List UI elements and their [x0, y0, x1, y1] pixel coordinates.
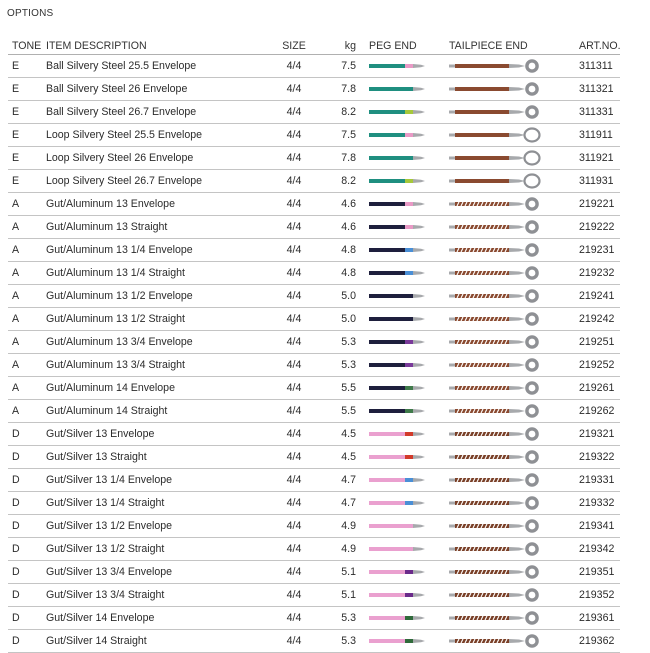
- ball-end-icon: [449, 402, 541, 420]
- header-tone: TONE: [8, 37, 46, 55]
- cell-art-no: 219251: [579, 331, 620, 354]
- cell-tailpiece-end: [443, 285, 579, 308]
- cell-tone: A: [8, 400, 46, 423]
- cell-size: 4/4: [268, 469, 320, 492]
- cell-kg: 8.2: [320, 101, 359, 124]
- cell-peg-end: [359, 446, 443, 469]
- table-row: [8, 216, 620, 239]
- ball-end-icon: [449, 218, 541, 236]
- peg-end-string-icon: [369, 176, 425, 186]
- cell-item-description: Gut/Silver 13 1/4 Straight: [46, 492, 268, 515]
- cell-tailpiece-end: [443, 561, 579, 584]
- cell-item-description: Ball Silvery Steel 25.5 Envelope: [46, 55, 268, 78]
- cell-kg: 5.3: [320, 331, 359, 354]
- ball-end-icon: [449, 80, 541, 98]
- cell-kg: 7.8: [320, 78, 359, 101]
- cell-tone: D: [8, 630, 46, 653]
- cell-peg-end: [359, 147, 443, 170]
- cell-peg-end: [359, 423, 443, 446]
- cell-tone: D: [8, 492, 46, 515]
- cell-tailpiece-end: [443, 607, 579, 630]
- header-art-no: ART.NO.: [579, 37, 620, 55]
- cell-size: 4/4: [268, 446, 320, 469]
- cell-art-no: 219332: [579, 492, 620, 515]
- ball-end-icon: [449, 264, 541, 282]
- ball-end-icon: [449, 310, 541, 328]
- cell-tailpiece-end: [443, 354, 579, 377]
- cell-art-no: 311911: [579, 124, 620, 147]
- cell-art-no: 219241: [579, 285, 620, 308]
- cell-size: 4/4: [268, 423, 320, 446]
- cell-tone: A: [8, 377, 46, 400]
- cell-size: 4/4: [268, 354, 320, 377]
- table-row: [8, 285, 620, 308]
- cell-peg-end: [359, 377, 443, 400]
- cell-size: 4/4: [268, 607, 320, 630]
- cell-peg-end: [359, 538, 443, 561]
- cell-item-description: Gut/Silver 13 3/4 Envelope: [46, 561, 268, 584]
- ball-end-icon: [449, 379, 541, 397]
- ball-end-icon: [449, 425, 541, 443]
- cell-tone: A: [8, 262, 46, 285]
- peg-end-string-icon: [369, 84, 425, 94]
- cell-tone: D: [8, 469, 46, 492]
- cell-kg: 8.2: [320, 170, 359, 193]
- cell-art-no: 219231: [579, 239, 620, 262]
- ball-end-icon: [449, 103, 541, 121]
- cell-kg: 4.6: [320, 193, 359, 216]
- cell-item-description: Gut/Silver 13 1/2 Straight: [46, 538, 268, 561]
- cell-tailpiece-end: [443, 331, 579, 354]
- header-peg-end: PEG END: [359, 37, 443, 55]
- cell-tailpiece-end: [443, 308, 579, 331]
- table-row: [8, 469, 620, 492]
- cell-peg-end: [359, 193, 443, 216]
- cell-tailpiece-end: [443, 584, 579, 607]
- ball-end-icon: [449, 356, 541, 374]
- cell-kg: 4.9: [320, 515, 359, 538]
- cell-kg: 5.3: [320, 607, 359, 630]
- table-row: [8, 377, 620, 400]
- cell-kg: 5.0: [320, 308, 359, 331]
- cell-item-description: Gut/Aluminum 14 Envelope: [46, 377, 268, 400]
- cell-kg: 4.8: [320, 262, 359, 285]
- ball-end-icon: [449, 540, 541, 558]
- cell-tailpiece-end: [443, 630, 579, 653]
- ball-end-icon: [449, 563, 541, 581]
- table-row: [8, 262, 620, 285]
- cell-art-no: 219261: [579, 377, 620, 400]
- loop-end-icon: [449, 149, 541, 167]
- cell-tone: E: [8, 78, 46, 101]
- cell-peg-end: [359, 262, 443, 285]
- cell-kg: 4.7: [320, 469, 359, 492]
- cell-tone: A: [8, 285, 46, 308]
- peg-end-string-icon: [369, 337, 425, 347]
- cell-art-no: 219362: [579, 630, 620, 653]
- cell-tone: A: [8, 354, 46, 377]
- cell-size: 4/4: [268, 170, 320, 193]
- cell-item-description: Gut/Silver 14 Straight: [46, 630, 268, 653]
- cell-tailpiece-end: [443, 147, 579, 170]
- cell-tailpiece-end: [443, 377, 579, 400]
- cell-size: 4/4: [268, 124, 320, 147]
- cell-size: 4/4: [268, 308, 320, 331]
- cell-tailpiece-end: [443, 124, 579, 147]
- cell-item-description: Ball Silvery Steel 26 Envelope: [46, 78, 268, 101]
- cell-item-description: Ball Silvery Steel 26.7 Envelope: [46, 101, 268, 124]
- section-title: OPTIONS: [7, 8, 54, 19]
- peg-end-string-icon: [369, 406, 425, 416]
- cell-item-description: Loop Silvery Steel 26 Envelope: [46, 147, 268, 170]
- peg-end-string-icon: [369, 544, 425, 554]
- table-row: [8, 170, 620, 193]
- cell-tone: D: [8, 561, 46, 584]
- cell-item-description: Gut/Aluminum 13 3/4 Envelope: [46, 331, 268, 354]
- cell-item-description: Gut/Silver 13 Straight: [46, 446, 268, 469]
- cell-art-no: 219351: [579, 561, 620, 584]
- cell-tailpiece-end: [443, 515, 579, 538]
- peg-end-string-icon: [369, 590, 425, 600]
- cell-tailpiece-end: [443, 262, 579, 285]
- cell-size: 4/4: [268, 331, 320, 354]
- peg-end-string-icon: [369, 498, 425, 508]
- peg-end-string-icon: [369, 291, 425, 301]
- cell-peg-end: [359, 308, 443, 331]
- header-kg: kg: [320, 37, 359, 55]
- cell-tailpiece-end: [443, 55, 579, 78]
- peg-end-string-icon: [369, 268, 425, 278]
- cell-tailpiece-end: [443, 170, 579, 193]
- cell-peg-end: [359, 607, 443, 630]
- cell-size: 4/4: [268, 584, 320, 607]
- peg-end-string-icon: [369, 383, 425, 393]
- cell-tailpiece-end: [443, 193, 579, 216]
- cell-art-no: 219252: [579, 354, 620, 377]
- table-row: [8, 607, 620, 630]
- ball-end-icon: [449, 632, 541, 650]
- cell-item-description: Loop Silvery Steel 25.5 Envelope: [46, 124, 268, 147]
- cell-item-description: Gut/Aluminum 13 1/2 Envelope: [46, 285, 268, 308]
- cell-tone: D: [8, 607, 46, 630]
- header-tailpiece-end: TAILPIECE END: [443, 37, 579, 55]
- peg-end-string-icon: [369, 314, 425, 324]
- cell-peg-end: [359, 285, 443, 308]
- cell-kg: 5.0: [320, 285, 359, 308]
- cell-tone: D: [8, 423, 46, 446]
- cell-art-no: 219352: [579, 584, 620, 607]
- peg-end-string-icon: [369, 199, 425, 209]
- table-row: [8, 331, 620, 354]
- cell-peg-end: [359, 515, 443, 538]
- cell-size: 4/4: [268, 538, 320, 561]
- cell-size: 4/4: [268, 101, 320, 124]
- cell-peg-end: [359, 239, 443, 262]
- cell-tailpiece-end: [443, 216, 579, 239]
- cell-tone: D: [8, 446, 46, 469]
- cell-peg-end: [359, 400, 443, 423]
- cell-art-no: 219321: [579, 423, 620, 446]
- cell-art-no: 219221: [579, 193, 620, 216]
- peg-end-string-icon: [369, 61, 425, 71]
- cell-item-description: Gut/Aluminum 13 1/2 Straight: [46, 308, 268, 331]
- cell-size: 4/4: [268, 630, 320, 653]
- cell-art-no: 219222: [579, 216, 620, 239]
- cell-size: 4/4: [268, 216, 320, 239]
- cell-tailpiece-end: [443, 423, 579, 446]
- cell-size: 4/4: [268, 561, 320, 584]
- cell-size: 4/4: [268, 147, 320, 170]
- cell-kg: 7.5: [320, 124, 359, 147]
- cell-tailpiece-end: [443, 538, 579, 561]
- cell-size: 4/4: [268, 515, 320, 538]
- cell-tone: D: [8, 515, 46, 538]
- peg-end-string-icon: [369, 360, 425, 370]
- header-size: SIZE: [268, 37, 320, 55]
- cell-item-description: Loop Silvery Steel 26.7 Envelope: [46, 170, 268, 193]
- cell-tailpiece-end: [443, 239, 579, 262]
- cell-size: 4/4: [268, 492, 320, 515]
- cell-kg: 5.3: [320, 630, 359, 653]
- peg-end-string-icon: [369, 567, 425, 577]
- cell-item-description: Gut/Aluminum 13 1/4 Straight: [46, 262, 268, 285]
- cell-tone: E: [8, 55, 46, 78]
- peg-end-string-icon: [369, 429, 425, 439]
- ball-end-icon: [449, 57, 541, 75]
- cell-kg: 7.8: [320, 147, 359, 170]
- cell-tone: E: [8, 170, 46, 193]
- peg-end-string-icon: [369, 475, 425, 485]
- cell-tailpiece-end: [443, 469, 579, 492]
- cell-size: 4/4: [268, 239, 320, 262]
- peg-end-string-icon: [369, 153, 425, 163]
- cell-kg: 4.5: [320, 423, 359, 446]
- cell-peg-end: [359, 170, 443, 193]
- table-row: [8, 55, 620, 78]
- table-row: [8, 561, 620, 584]
- cell-tailpiece-end: [443, 400, 579, 423]
- cell-size: 4/4: [268, 55, 320, 78]
- ball-end-icon: [449, 471, 541, 489]
- table-body: [8, 55, 620, 653]
- cell-peg-end: [359, 561, 443, 584]
- cell-tone: E: [8, 101, 46, 124]
- cell-peg-end: [359, 124, 443, 147]
- loop-end-icon: [449, 172, 541, 190]
- table-header-row: [8, 37, 620, 55]
- cell-tone: A: [8, 239, 46, 262]
- peg-end-string-icon: [369, 521, 425, 531]
- cell-peg-end: [359, 630, 443, 653]
- ball-end-icon: [449, 241, 541, 259]
- cell-art-no: 219242: [579, 308, 620, 331]
- peg-end-string-icon: [369, 636, 425, 646]
- table-row: [8, 446, 620, 469]
- ball-end-icon: [449, 494, 541, 512]
- peg-end-string-icon: [369, 452, 425, 462]
- cell-tone: A: [8, 193, 46, 216]
- cell-item-description: Gut/Silver 13 1/4 Envelope: [46, 469, 268, 492]
- cell-item-description: Gut/Aluminum 13 Envelope: [46, 193, 268, 216]
- table-row: [8, 124, 620, 147]
- cell-art-no: 219331: [579, 469, 620, 492]
- cell-art-no: 219361: [579, 607, 620, 630]
- ball-end-icon: [449, 287, 541, 305]
- cell-peg-end: [359, 78, 443, 101]
- table-row: [8, 492, 620, 515]
- cell-art-no: 219342: [579, 538, 620, 561]
- table-row: [8, 239, 620, 262]
- cell-item-description: Gut/Silver 13 Envelope: [46, 423, 268, 446]
- cell-kg: 5.1: [320, 584, 359, 607]
- loop-end-icon: [449, 126, 541, 144]
- cell-item-description: Gut/Aluminum 13 3/4 Straight: [46, 354, 268, 377]
- cell-tailpiece-end: [443, 446, 579, 469]
- ball-end-icon: [449, 448, 541, 466]
- table-row: [8, 308, 620, 331]
- peg-end-string-icon: [369, 245, 425, 255]
- cell-kg: 4.7: [320, 492, 359, 515]
- table-row: [8, 101, 620, 124]
- ball-end-icon: [449, 333, 541, 351]
- cell-peg-end: [359, 331, 443, 354]
- cell-item-description: Gut/Aluminum 13 1/4 Envelope: [46, 239, 268, 262]
- cell-item-description: Gut/Silver 13 3/4 Straight: [46, 584, 268, 607]
- cell-item-description: Gut/Aluminum 14 Straight: [46, 400, 268, 423]
- cell-size: 4/4: [268, 193, 320, 216]
- cell-art-no: 219232: [579, 262, 620, 285]
- table-row: [8, 515, 620, 538]
- cell-peg-end: [359, 492, 443, 515]
- string-options-table: [8, 37, 620, 653]
- cell-art-no: 311921: [579, 147, 620, 170]
- table-row: [8, 538, 620, 561]
- cell-kg: 5.5: [320, 377, 359, 400]
- peg-end-string-icon: [369, 107, 425, 117]
- cell-kg: 7.5: [320, 55, 359, 78]
- ball-end-icon: [449, 586, 541, 604]
- cell-size: 4/4: [268, 377, 320, 400]
- cell-peg-end: [359, 584, 443, 607]
- cell-peg-end: [359, 216, 443, 239]
- table-row: [8, 400, 620, 423]
- peg-end-string-icon: [369, 130, 425, 140]
- cell-art-no: 311931: [579, 170, 620, 193]
- cell-tone: E: [8, 124, 46, 147]
- cell-kg: 5.3: [320, 354, 359, 377]
- ball-end-icon: [449, 517, 541, 535]
- cell-size: 4/4: [268, 262, 320, 285]
- cell-tone: A: [8, 308, 46, 331]
- cell-kg: 4.6: [320, 216, 359, 239]
- cell-kg: 5.5: [320, 400, 359, 423]
- cell-tailpiece-end: [443, 101, 579, 124]
- cell-tone: D: [8, 538, 46, 561]
- cell-art-no: 219322: [579, 446, 620, 469]
- cell-kg: 5.1: [320, 561, 359, 584]
- cell-item-description: Gut/Aluminum 13 Straight: [46, 216, 268, 239]
- table-row: [8, 193, 620, 216]
- cell-art-no: 311331: [579, 101, 620, 124]
- peg-end-string-icon: [369, 613, 425, 623]
- cell-kg: 4.5: [320, 446, 359, 469]
- cell-item-description: Gut/Silver 13 1/2 Envelope: [46, 515, 268, 538]
- cell-peg-end: [359, 354, 443, 377]
- table-row: [8, 78, 620, 101]
- cell-size: 4/4: [268, 285, 320, 308]
- cell-tailpiece-end: [443, 78, 579, 101]
- cell-peg-end: [359, 469, 443, 492]
- cell-tone: D: [8, 584, 46, 607]
- cell-kg: 4.8: [320, 239, 359, 262]
- header-item-description: ITEM DESCRIPTION: [46, 37, 268, 55]
- ball-end-icon: [449, 609, 541, 627]
- cell-art-no: 219262: [579, 400, 620, 423]
- cell-peg-end: [359, 55, 443, 78]
- cell-art-no: 219341: [579, 515, 620, 538]
- peg-end-string-icon: [369, 222, 425, 232]
- cell-art-no: 311311: [579, 55, 620, 78]
- cell-tone: A: [8, 331, 46, 354]
- table-row: [8, 147, 620, 170]
- cell-size: 4/4: [268, 78, 320, 101]
- table-row: [8, 423, 620, 446]
- cell-art-no: 311321: [579, 78, 620, 101]
- cell-size: 4/4: [268, 400, 320, 423]
- cell-tone: E: [8, 147, 46, 170]
- cell-tailpiece-end: [443, 492, 579, 515]
- ball-end-icon: [449, 195, 541, 213]
- cell-kg: 4.9: [320, 538, 359, 561]
- cell-item-description: Gut/Silver 14 Envelope: [46, 607, 268, 630]
- table-row: [8, 584, 620, 607]
- cell-tone: A: [8, 216, 46, 239]
- table-row: [8, 630, 620, 653]
- cell-peg-end: [359, 101, 443, 124]
- table-row: [8, 354, 620, 377]
